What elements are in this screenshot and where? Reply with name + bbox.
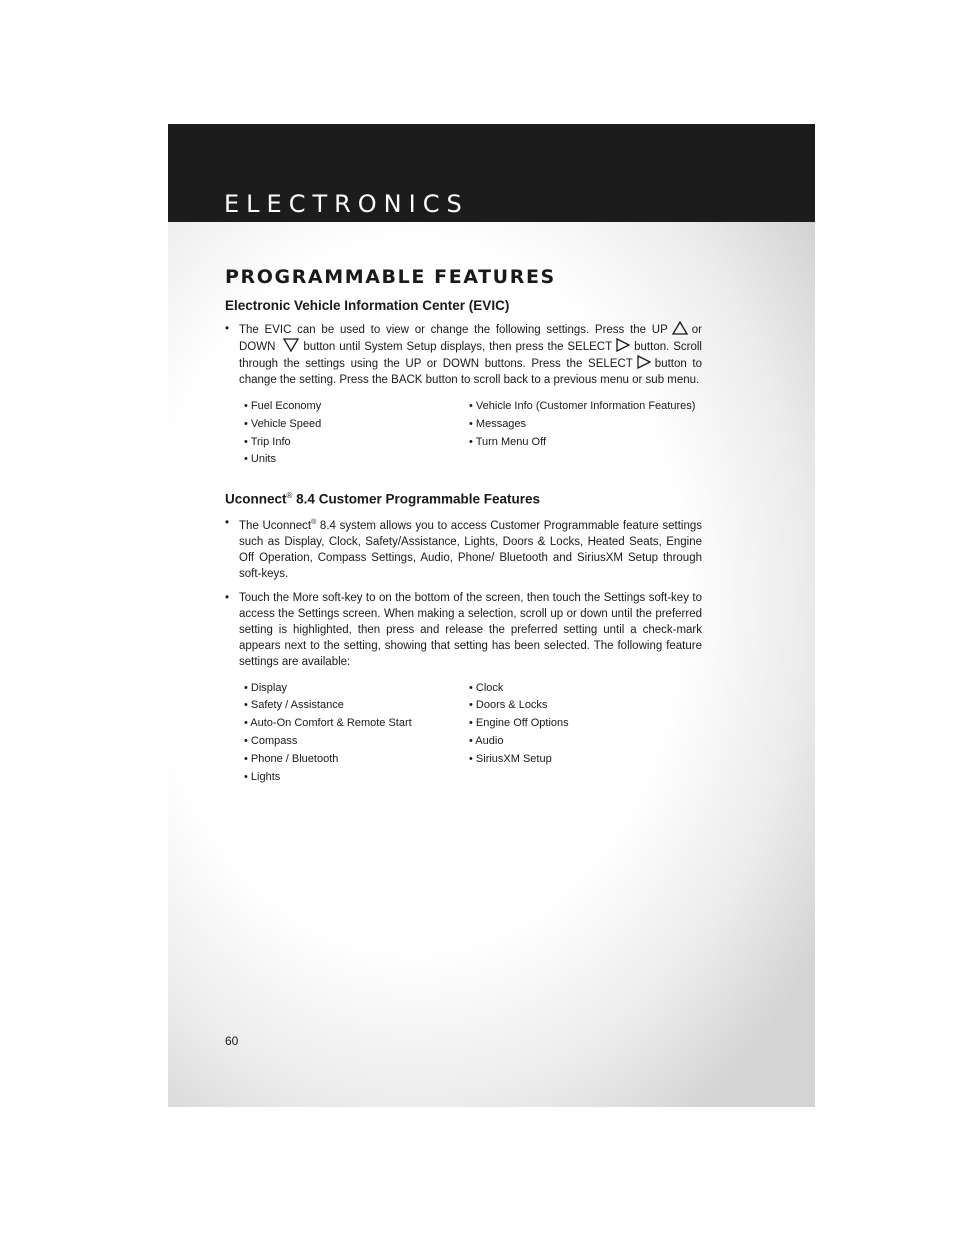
list-item: • Safety / Assistance (244, 699, 344, 712)
list-item: • SiriusXM Setup (469, 752, 552, 765)
list-item: • Engine Off Options (469, 717, 569, 730)
evic-instructions: • The EVIC can be used to view or change the following settings. Press the UP or DOWN button until System Setup displays, then press the SELECT button. Scroll through the settings using the UP or DOWN buttons. Press the SELECT button to change the setting. Press the BACK button to scroll back to a previous menu or sub menu. (225, 323, 703, 386)
manual-page (168, 124, 815, 1107)
list-item: • Trip Info (244, 435, 291, 448)
evic-settings-list (244, 398, 702, 469)
triangle-up-icon (672, 321, 688, 335)
page-content (225, 266, 702, 786)
section-title: PROGRAMMABLE FEATURES (225, 266, 556, 288)
uconnect-title: Uconnect® 8.4 Customer Programmable Features (225, 491, 541, 507)
list-item: • Fuel Economy (244, 400, 322, 412)
uconnect-bullet-1: • The Uconnect® 8.4 system allows you to access Customer Programmable feature settings such as Display, Clock, Safety/Assistance, Lights, Doors & Locks, Heated Seats, Engine Off Operation, Compass Settings, Audio, Phone/ Bluetooth and SiriusXM Setup through soft-keys. (225, 516, 702, 580)
header-band (168, 124, 815, 222)
triangle-right-icon (637, 355, 651, 369)
bullet-dot: • (225, 516, 230, 529)
list-item: • Display (244, 681, 287, 694)
bullet-dot: • (225, 591, 230, 604)
list-item: • Audio (469, 734, 504, 747)
list-item: • Clock (469, 681, 504, 694)
uconnect-bullet-2: • Touch the More soft-key to on the bottom of the screen, then touch the Settings soft-key to access the Settings screen. When making a selection, scroll up or down until the preferred setting is highlighted, then press and release the preferred setting until a check-mark appears next to the setting, showing that setting has been selected. The following feature settings are available: (225, 591, 702, 668)
list-item: • Vehicle Info (Customer Information Features) (469, 400, 696, 412)
list-item: • Auto-On Comfort & Remote Start (244, 717, 412, 730)
uconnect-settings-list (244, 680, 702, 787)
bullet-dot: • (225, 323, 230, 335)
triangle-right-icon (616, 338, 630, 352)
page-number: 60 (225, 1034, 239, 1048)
list-item: • Messages (469, 417, 527, 430)
list-item: • Vehicle Speed (244, 417, 322, 430)
list-item: • Units (244, 453, 276, 466)
list-item: • Turn Menu Off (469, 435, 547, 448)
triangle-down-icon (283, 338, 299, 352)
chapter-title: ELECTRONICS (224, 190, 469, 218)
list-item: • Lights (244, 770, 281, 783)
list-item: • Phone / Bluetooth (244, 752, 339, 765)
list-item: • Doors & Locks (469, 699, 548, 712)
evic-title: Electronic Vehicle Information Center (EVIC) (225, 298, 510, 313)
list-item: • Compass (244, 734, 298, 747)
